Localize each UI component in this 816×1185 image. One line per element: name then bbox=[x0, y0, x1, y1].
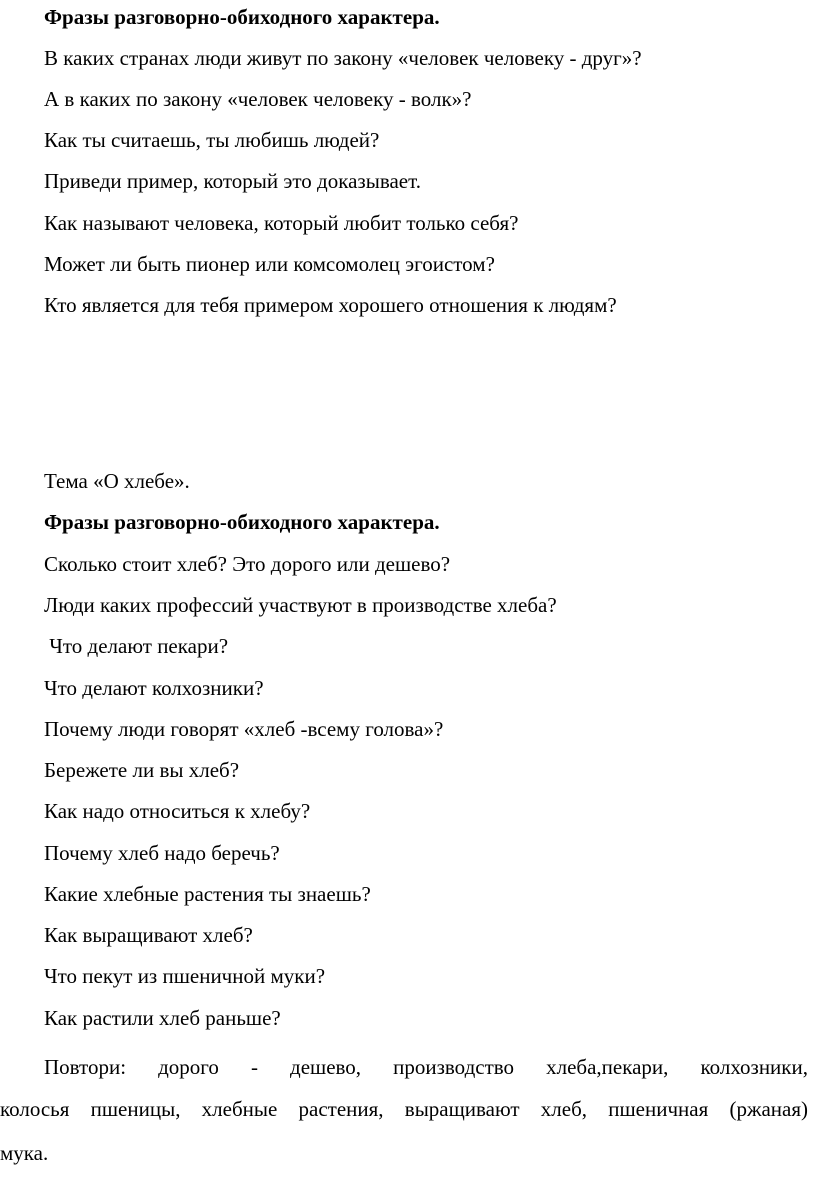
repeat-paragraph-line-2: колосья пшеницы, хлебные растения, выращивают хлеб, пшеничная (ржаная) bbox=[0, 1097, 808, 1121]
question-line: Как называют человека, который любит только себя? bbox=[44, 211, 519, 235]
question-line: Приведи пример, который это доказывает. bbox=[44, 169, 421, 193]
question-line: Как выращивают хлеб? bbox=[44, 923, 253, 947]
section2-heading: Фразы разговорно-обиходного характера. bbox=[44, 510, 440, 534]
section1-heading: Фразы разговорно-обиходного характера. bbox=[44, 5, 440, 29]
question-line: Почему хлеб надо беречь? bbox=[44, 841, 280, 865]
repeat-paragraph-line-3: мука. bbox=[0, 1141, 49, 1165]
question-line: Сколько стоит хлеб? Это дорого или дешево? bbox=[44, 552, 451, 576]
question-line: Что делают пекари? bbox=[44, 634, 229, 658]
question-line: Может ли быть пионер или комсомолец эгоистом? bbox=[44, 252, 495, 276]
question-line: Что пекут из пшеничной муки? bbox=[44, 964, 326, 988]
question-line: Почему люди говорят «хлеб -всему голова»? bbox=[44, 717, 444, 741]
question-line: Какие хлебные растения ты знаешь? bbox=[44, 882, 371, 906]
question-line: В каких странах люди живут по закону «человек человеку - друг»? bbox=[44, 46, 642, 70]
question-line: А в каких по закону «человек человеку - волк»? bbox=[44, 87, 472, 111]
question-line: Как ты считаешь, ты любишь людей? bbox=[44, 128, 380, 152]
question-line: Как надо относиться к хлебу? bbox=[44, 799, 311, 823]
repeat-paragraph-line-1: Повтори: дорого - дешево, производство хлеба,пекари, колхозники, bbox=[44, 1055, 808, 1079]
question-line: Бережете ли вы хлеб? bbox=[44, 758, 240, 782]
question-line: Как растили хлеб раньше? bbox=[44, 1006, 281, 1030]
topic-title: Тема «О хлебе». bbox=[44, 469, 190, 493]
question-line: Что делают колхозники? bbox=[44, 676, 264, 700]
question-line: Люди каких профессий участвуют в производстве хлеба? bbox=[44, 593, 557, 617]
question-line: Кто является для тебя примером хорошего отношения к людям? bbox=[44, 293, 617, 317]
